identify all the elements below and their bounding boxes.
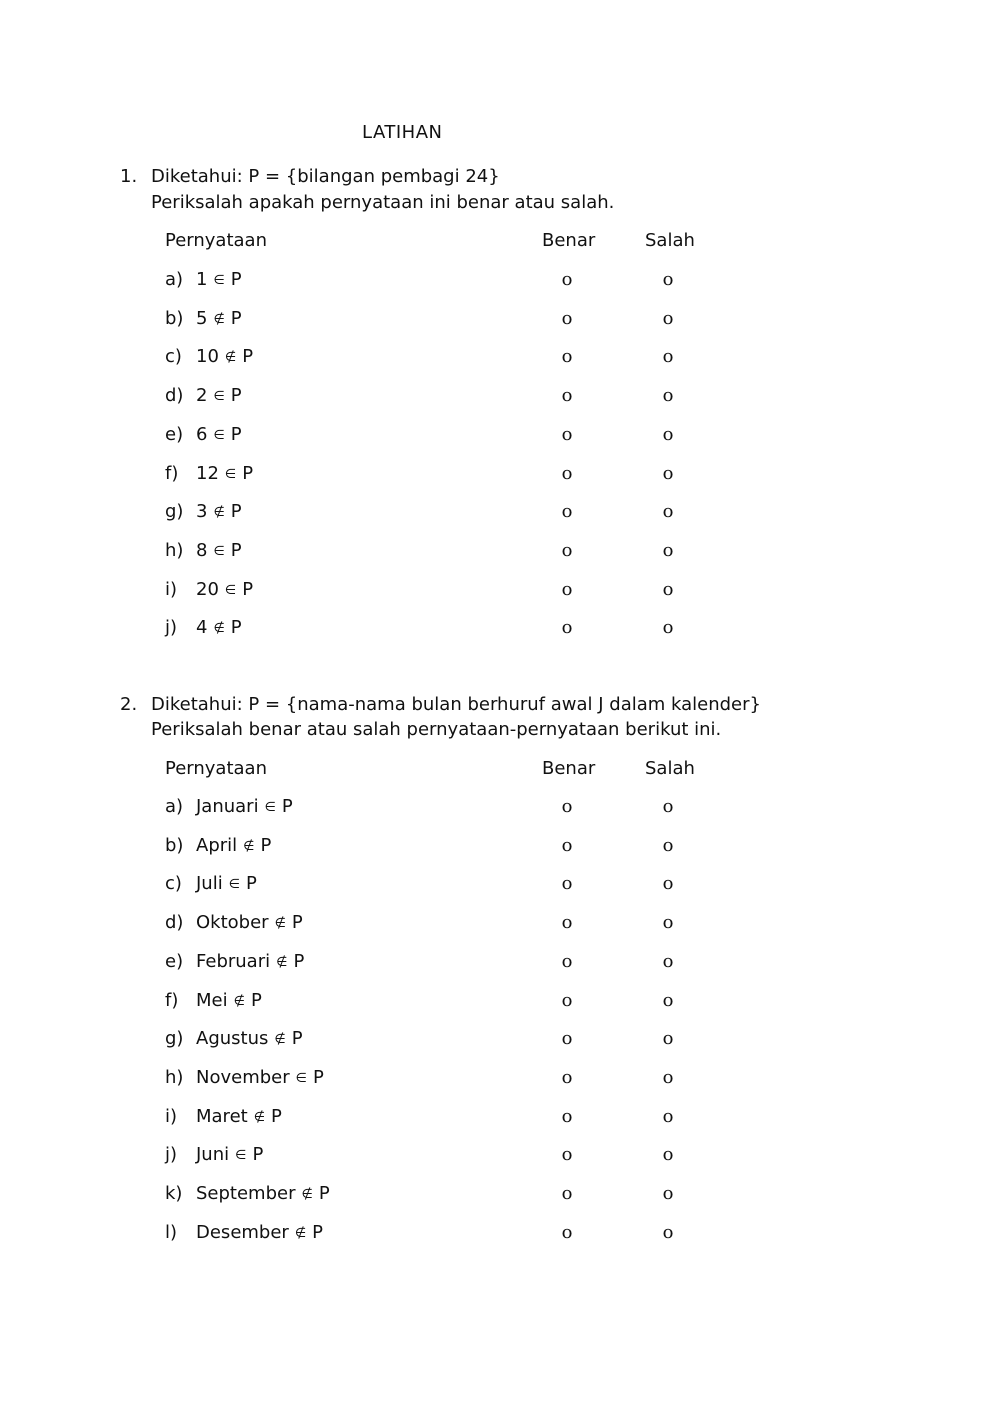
salah-option[interactable]: o [662,424,674,445]
salah-option[interactable]: o [662,990,674,1011]
statement-subject: 3 [196,501,208,522]
header-statement: Pernyataan [165,758,267,779]
benar-option[interactable]: o [561,873,573,894]
salah-option[interactable]: o [662,385,674,406]
statement-subject: Juli [196,873,223,894]
statement-text [196,501,242,522]
statement-set: P [312,1222,324,1243]
salah-option[interactable]: o [662,463,674,484]
salah-option[interactable]: o [662,1183,674,1204]
statement-subject: Agustus [196,1028,269,1049]
salah-option[interactable]: o [662,269,674,290]
benar-option[interactable]: o [561,1144,573,1165]
statement-subject: April [196,835,238,856]
statement-subject: 2 [196,385,208,406]
set-relation-symbol: ∈ [264,800,276,815]
statement-label: g) [165,1028,184,1049]
salah-option[interactable]: o [662,579,674,600]
statement-text [196,540,242,561]
set-relation-symbol: ∈ [224,467,237,482]
statement-text [196,796,293,817]
benar-option[interactable]: o [561,796,573,817]
statement-subject: Oktober [196,912,269,933]
set-relation-symbol: ∉ [301,1187,313,1202]
statement-set: P [250,990,262,1011]
statement-set: P [281,796,293,817]
set-relation-symbol: ∉ [253,1110,266,1125]
statement-label: k) [165,1183,183,1204]
statement-text [196,308,242,329]
set-relation-symbol: ∉ [213,621,225,636]
question-instruction: Periksalah apakah pernyataan ini benar atau salah. [151,192,615,213]
header-statement: Pernyataan [165,230,267,251]
set-relation-symbol: ∉ [274,1032,286,1047]
header-benar: Benar [542,230,596,251]
set-relation-symbol: ∈ [224,583,237,598]
statement-set: P [230,308,242,329]
question-number: 2. [120,694,138,715]
statement-label: i) [165,1106,178,1127]
statement-subject: 6 [196,424,208,445]
salah-option[interactable]: o [662,912,674,933]
benar-option[interactable]: o [561,463,573,484]
set-relation-symbol: ∈ [213,428,225,443]
statement-set: P [230,501,242,522]
statement-label: g) [165,501,184,522]
salah-option[interactable]: o [662,796,674,817]
salah-option[interactable]: o [662,501,674,522]
set-relation-symbol: ∉ [276,955,288,970]
statement-set: P [242,579,254,600]
set-relation-symbol: ∈ [228,877,241,892]
statement-label: f) [165,463,179,484]
header-salah: Salah [645,758,695,779]
statement-label: b) [165,308,184,329]
statement-subject: 20 [196,579,219,600]
statement-label: d) [165,385,184,406]
header-salah: Salah [645,230,695,251]
statement-text [196,385,242,406]
statement-set: P [242,463,254,484]
statement-text [196,1144,263,1165]
statement-text [196,1183,330,1204]
benar-option[interactable]: o [561,951,573,972]
statement-label: j) [165,617,178,638]
salah-option[interactable]: o [662,308,674,329]
statement-subject: Maret [196,1106,248,1127]
benar-option[interactable]: o [561,1028,573,1049]
benar-option[interactable]: o [561,990,573,1011]
statement-set: P [230,269,242,290]
statement-text [196,990,262,1011]
statement-label: c) [165,346,182,367]
salah-option[interactable]: o [662,1028,674,1049]
set-relation-symbol: ∉ [213,312,225,327]
benar-option[interactable]: o [561,1106,573,1127]
statement-label: l) [165,1222,178,1243]
header-benar: Benar [542,758,596,779]
statement-text [196,579,253,600]
statement-text [196,1028,303,1049]
salah-option[interactable]: o [662,835,674,856]
statement-label: i) [165,579,178,600]
statement-label: h) [165,540,184,561]
statement-label: b) [165,835,184,856]
salah-option[interactable]: o [662,540,674,561]
salah-option[interactable]: o [662,617,674,638]
benar-option[interactable]: o [561,269,573,290]
statement-subject: 4 [196,617,208,638]
statement-text [196,424,242,445]
statement-text [196,269,242,290]
statement-set: P [230,617,242,638]
set-relation-symbol: ∈ [213,389,225,404]
statement-text [196,1067,324,1088]
question-number: 1. [120,166,138,187]
benar-option[interactable]: o [561,579,573,600]
question-instruction: Periksalah benar atau salah pernyataan-pernyataan berikut ini. [151,719,722,740]
statement-text [196,346,253,367]
statement-subject: Juni [196,1144,230,1165]
set-relation-symbol: ∉ [213,505,225,520]
statement-subject: Februari [196,951,271,972]
benar-option[interactable]: o [561,1183,573,1204]
statement-text [196,912,303,933]
statement-text [196,617,242,638]
set-relation-symbol: ∈ [213,544,225,559]
statement-subject: 8 [196,540,208,561]
salah-option[interactable]: o [662,1106,674,1127]
statement-label: a) [165,796,184,817]
statement-subject: 5 [196,308,208,329]
benar-option[interactable]: o [561,385,573,406]
benar-option[interactable]: o [561,835,573,856]
statement-set: P [230,424,242,445]
set-relation-symbol: ∉ [274,916,286,931]
benar-option[interactable]: o [561,617,573,638]
statement-set: P [260,835,272,856]
salah-option[interactable]: o [662,873,674,894]
statement-label: e) [165,951,184,972]
statement-label: f) [165,990,179,1011]
salah-option[interactable]: o [662,1222,674,1243]
set-relation-symbol: ∉ [224,350,237,365]
worksheet-title: LATIHAN [362,122,443,143]
statement-set: P [291,912,303,933]
statement-subject: September [196,1183,296,1204]
salah-option[interactable]: o [662,951,674,972]
salah-option[interactable]: o [662,346,674,367]
statement-label: d) [165,912,184,933]
set-relation-symbol: ∉ [294,1226,307,1241]
statement-text [196,1222,323,1243]
benar-option[interactable]: o [561,308,573,329]
statement-text [196,463,253,484]
set-relation-symbol: ∉ [243,839,255,854]
benar-option[interactable]: o [561,346,573,367]
benar-option[interactable]: o [561,912,573,933]
statement-set: P [291,1028,303,1049]
statement-label: j) [165,1144,178,1165]
set-relation-symbol: ∈ [295,1071,307,1086]
statement-text [196,873,257,894]
salah-option[interactable]: o [662,1067,674,1088]
statement-label: c) [165,873,182,894]
statement-label: h) [165,1067,184,1088]
statement-set: P [252,1144,264,1165]
benar-option[interactable]: o [561,1222,573,1243]
salah-option[interactable]: o [662,1144,674,1165]
statement-set: P [242,346,254,367]
statement-subject: Januari [196,796,259,817]
statement-text [196,835,271,856]
statement-label: e) [165,424,184,445]
benar-option[interactable]: o [561,540,573,561]
statement-subject: 1 [196,269,208,290]
benar-option[interactable]: o [561,1067,573,1088]
statement-set: P [230,385,242,406]
statement-set: P [318,1183,330,1204]
statement-set: P [230,540,242,561]
set-relation-symbol: ∈ [235,1148,247,1163]
statement-text [196,1106,282,1127]
statement-subject: Desember [196,1222,289,1243]
benar-option[interactable]: o [561,501,573,522]
set-relation-symbol: ∉ [233,994,245,1009]
statement-set: P [312,1067,324,1088]
statement-set: P [246,873,257,894]
statement-label: a) [165,269,184,290]
question-given: Diketahui: P = {nama-nama bulan berhuruf awal J dalam kalender} [151,694,761,715]
statement-subject: 10 [196,346,219,367]
statement-subject: November [196,1067,290,1088]
statement-set: P [293,951,305,972]
question-given: Diketahui: P = {bilangan pembagi 24} [151,166,500,187]
statement-subject: 12 [196,463,219,484]
statement-subject: Mei [196,990,228,1011]
statement-text [196,951,304,972]
set-relation-symbol: ∈ [213,273,225,288]
statement-set: P [271,1106,282,1127]
benar-option[interactable]: o [561,424,573,445]
